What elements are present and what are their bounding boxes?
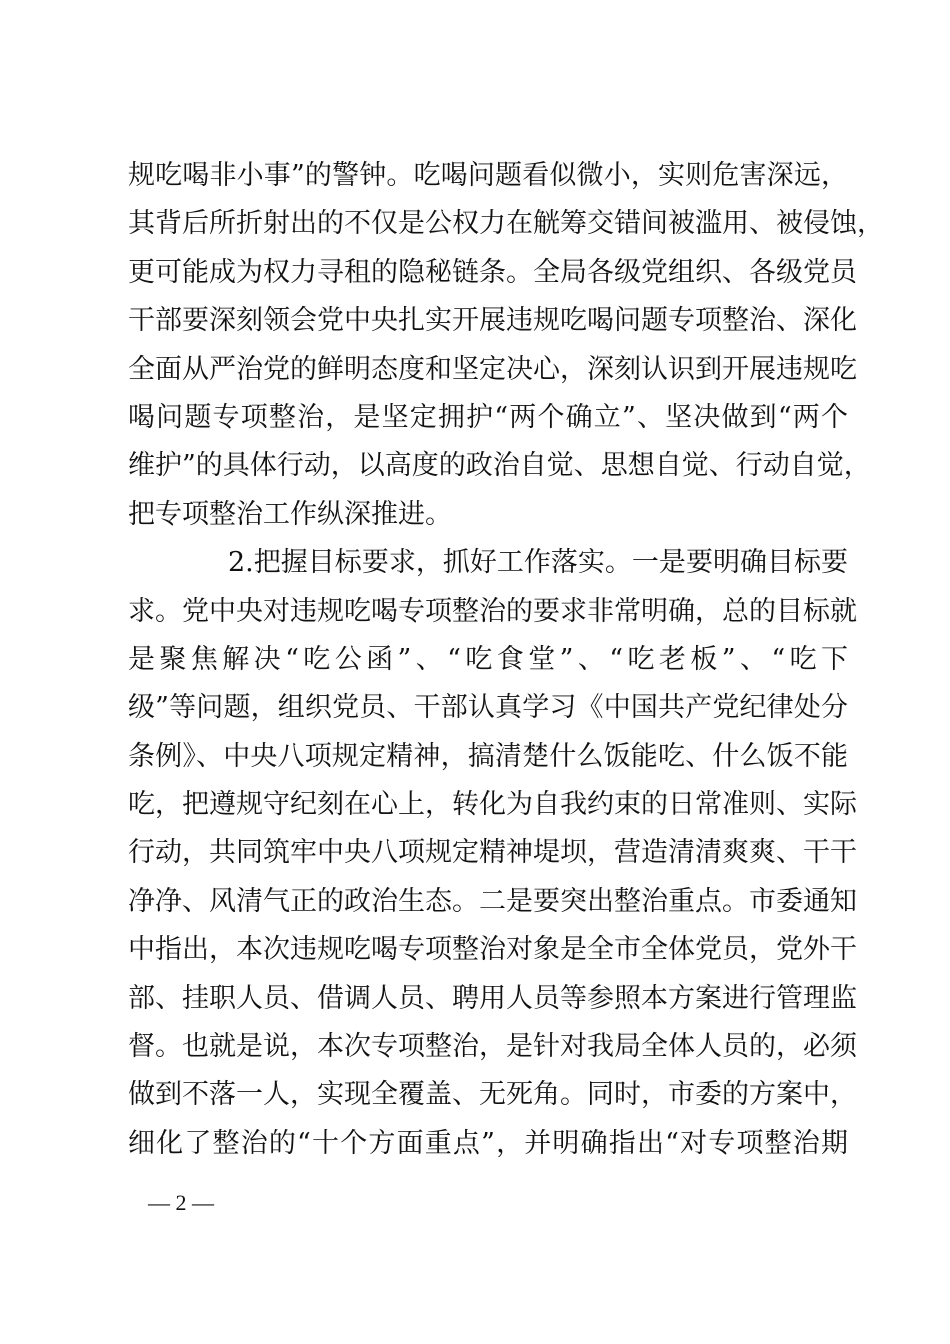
text-line: 是聚焦解决“吃公函”、“吃食堂”、“吃老板”、“吃下 (128, 643, 848, 675)
text-line: 部、挂职人员、借调人员、聘用人员等参照本方案进行管理监 (128, 982, 857, 1014)
text-line: 中指出，本次违规吃喝专项整治对象是全市全体党员，党外干 (128, 934, 857, 966)
text-line: 细化了整治的“十个方面重点”，并明确指出“对专项整治期 (128, 1127, 848, 1159)
text-line: 其背后所折射出的不仅是公权力在觥筹交错间被滥用、被侵蚀， (128, 208, 884, 240)
text-line: 做到不落一人，实现全覆盖、无死角。同时，市委的方案中， (128, 1079, 857, 1111)
text-line: 更可能成为权力寻租的隐秘链条。全局各级党组织、各级党员 (128, 256, 857, 288)
text-line: 条例》、中央八项规定精神，搞清楚什么饭能吃、什么饭不能 (128, 740, 848, 772)
body-text (128, 152, 884, 1168)
text-line: 喝问题专项整治，是坚定拥护“两个确立”、坚决做到“两个 (128, 401, 848, 433)
page-number: — 2 — (148, 1190, 214, 1215)
section-heading-line: 2.把握目标要求，抓好工作落实。一是要明确目标要 (228, 547, 848, 579)
text-line: 规吃喝非小事”的警钟。吃喝问题看似微小，实则危害深远， (128, 160, 848, 191)
text-line: 把专项整治工作纵深推进。 (128, 498, 452, 530)
text-line: 吃，把遵规守纪刻在心上，转化为自我约束的日常准则、实际 (128, 789, 857, 821)
text-line: 督。也就是说，本次专项整治，是针对我局全体人员的，必须 (128, 1031, 857, 1063)
text-line: 全面从严治党的鲜明态度和坚定决心，深刻认识到开展违规吃 (128, 353, 857, 385)
text-line: 净净、风清气正的政治生态。二是要突出整治重点。市委通知 (128, 885, 857, 917)
text-line: 维护”的具体行动，以高度的政治自觉、思想自觉、行动自觉， (128, 450, 871, 482)
text-line: 级”等问题，组织党员、干部认真学习《中国共产党纪律处分 (128, 692, 848, 724)
text-line: 干部要深刻领会党中央扎实开展违规吃喝问题专项整治、深化 (128, 305, 857, 337)
text-line: 求。党中央对违规吃喝专项整治的要求非常明确，总的目标就 (128, 595, 857, 627)
text-line: 行动，共同筑牢中央八项规定精神堤坝，营造清清爽爽、干干 (128, 837, 857, 869)
